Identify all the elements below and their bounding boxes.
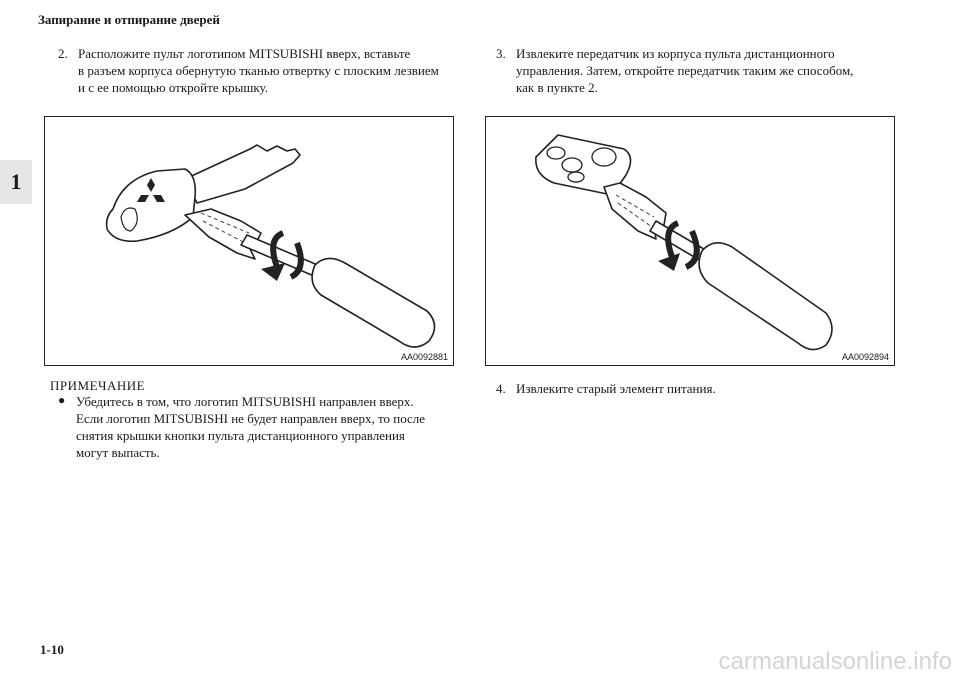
step-text-line: Извлеките передатчик из корпуса пульта дистанционного [516, 46, 835, 61]
step-text-line: и с ее помощью откройте крышку. [78, 80, 268, 95]
step-text-line: управления. Затем, откройте передатчик таким же способом, [516, 63, 854, 78]
step-text-line: в разъем корпуса обернутую тканью отвертку с плоским лезвием [78, 63, 439, 78]
note-text [76, 393, 425, 461]
step-number: 3. [496, 46, 506, 61]
note-line: Если логотип MITSUBISHI не будет направлен вверх, то после [76, 411, 426, 426]
step-number: 4. [496, 381, 506, 396]
watermark: carmanualsonline.info [718, 648, 952, 675]
page-number: 1-10 [40, 642, 64, 657]
figure-code: AA0092881 [400, 352, 448, 362]
figure-code: AA0092894 [841, 352, 889, 362]
note-line: могут выпасть. [76, 445, 160, 460]
illustration-transmitter-screwdriver [486, 117, 896, 367]
step-number: 2. [58, 46, 68, 61]
note-bullet: ● [58, 393, 66, 407]
page-header-title: Запирание и отпирание дверей [38, 12, 220, 27]
note-line: снятия крышки кнопки пульта дистанционного управления [76, 428, 405, 443]
chapter-tab-label: 1 [10, 169, 22, 194]
step-text-line: как в пункте 2. [516, 80, 598, 95]
step-text-line: Расположите пульт логотипом MITSUBISHI вверх, вставьте [78, 46, 411, 61]
chapter-tab [0, 160, 32, 204]
illustration-key-screwdriver [45, 117, 455, 367]
note-heading: ПРИМЕЧАНИЕ [50, 378, 146, 393]
figure-open-remote-case [44, 116, 454, 366]
note-line: Убедитесь в том, что логотип MITSUBISHI направлен вверх. [76, 394, 414, 409]
step-text-line: Извлеките старый элемент питания. [516, 381, 716, 396]
figure-remove-transmitter [485, 116, 895, 366]
